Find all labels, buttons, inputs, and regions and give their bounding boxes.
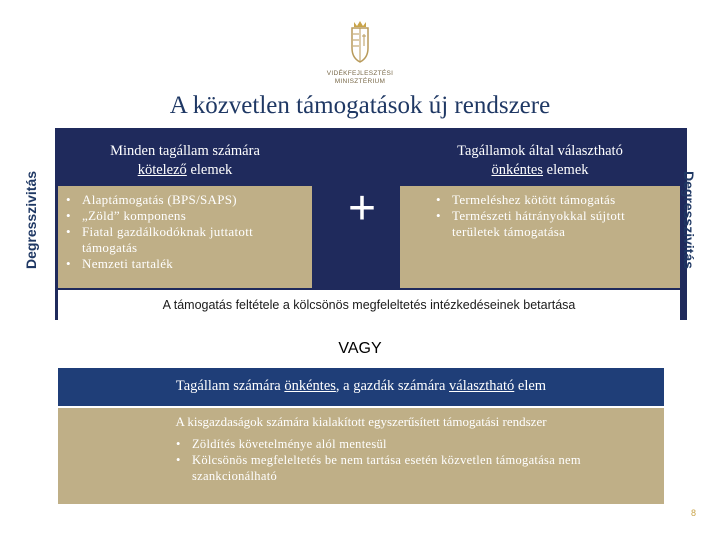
plus-sign: +: [347, 182, 377, 235]
list-item: • „Zöld” komponens: [60, 208, 310, 224]
optional-list: [430, 192, 670, 240]
condition-text: A támogatás feltétele a kölcsönös megfeleltetés intézkedéseinek betartása: [162, 298, 576, 312]
optional-header-line1: Tagállamok által választható: [457, 143, 623, 159]
small-farmer-header-post: elem: [514, 378, 547, 394]
mandatory-header-line1: Minden tagállam számára: [110, 143, 260, 159]
list-item: • Nemzeti tartalék: [60, 256, 310, 272]
mandatory-header-rest: elemek: [186, 162, 233, 178]
small-farmer-list: [170, 436, 590, 484]
optional-header-emph: önkéntes: [491, 162, 544, 178]
small-farmer-header-mid: , a gazdák számára: [335, 378, 450, 394]
coat-of-arms-icon: [346, 18, 374, 66]
ministry-logo: [318, 18, 402, 84]
small-farmer-header-emph1: önkéntes: [284, 378, 336, 394]
mandatory-list: [60, 192, 310, 272]
optional-header-rest: elemek: [543, 162, 589, 178]
small-farmer-header: [58, 368, 664, 406]
small-farmer-header-pre: Tagállam számára: [175, 378, 285, 394]
small-farmer-header-text: [58, 378, 664, 395]
small-farmer-header-emph2: választható: [449, 378, 515, 394]
optional-header: [400, 140, 680, 188]
mandatory-header: [60, 140, 310, 188]
list-item: • Zöldítés követelménye alól mentesül: [170, 436, 590, 452]
side-label-left: [16, 140, 46, 300]
list-item: • Fiatal gazdálkodóknak juttatott támogatás: [60, 224, 310, 256]
small-farmer-box: [58, 408, 664, 504]
page-number: 8: [690, 508, 696, 518]
ministry-name-line1: VIDÉKFEJLESZTÉSI: [326, 70, 394, 77]
mandatory-header-emph: kötelező: [137, 162, 187, 178]
page-title: A közvetlen támogatások új rendszere: [169, 92, 551, 119]
list-item: • Alaptámogatás (BPS/SAPS): [60, 192, 310, 208]
mandatory-box: [58, 186, 312, 288]
small-farmer-scheme: A kisgazdaságok számára kialakított egyszerűsített támogatási rendszer: [175, 414, 547, 429]
side-label-right-text: Degresszivitás: [681, 170, 697, 270]
or-label: VAGY: [338, 340, 382, 357]
list-item: • Természeti hátrányokkal sújtott területek támogatása: [430, 208, 670, 240]
list-item: • Termeléshez kötött támogatás: [430, 192, 670, 208]
side-label-left-text: Degresszivitás: [23, 170, 39, 270]
condition-bar: [58, 290, 680, 320]
optional-box: [400, 186, 680, 288]
list-item: • Kölcsönös megfeleltetés be nem tartása esetén közvetlen támogatása nem szankcionálható: [170, 452, 590, 484]
ministry-name-line2: MINISZTÉRIUM: [334, 78, 386, 85]
